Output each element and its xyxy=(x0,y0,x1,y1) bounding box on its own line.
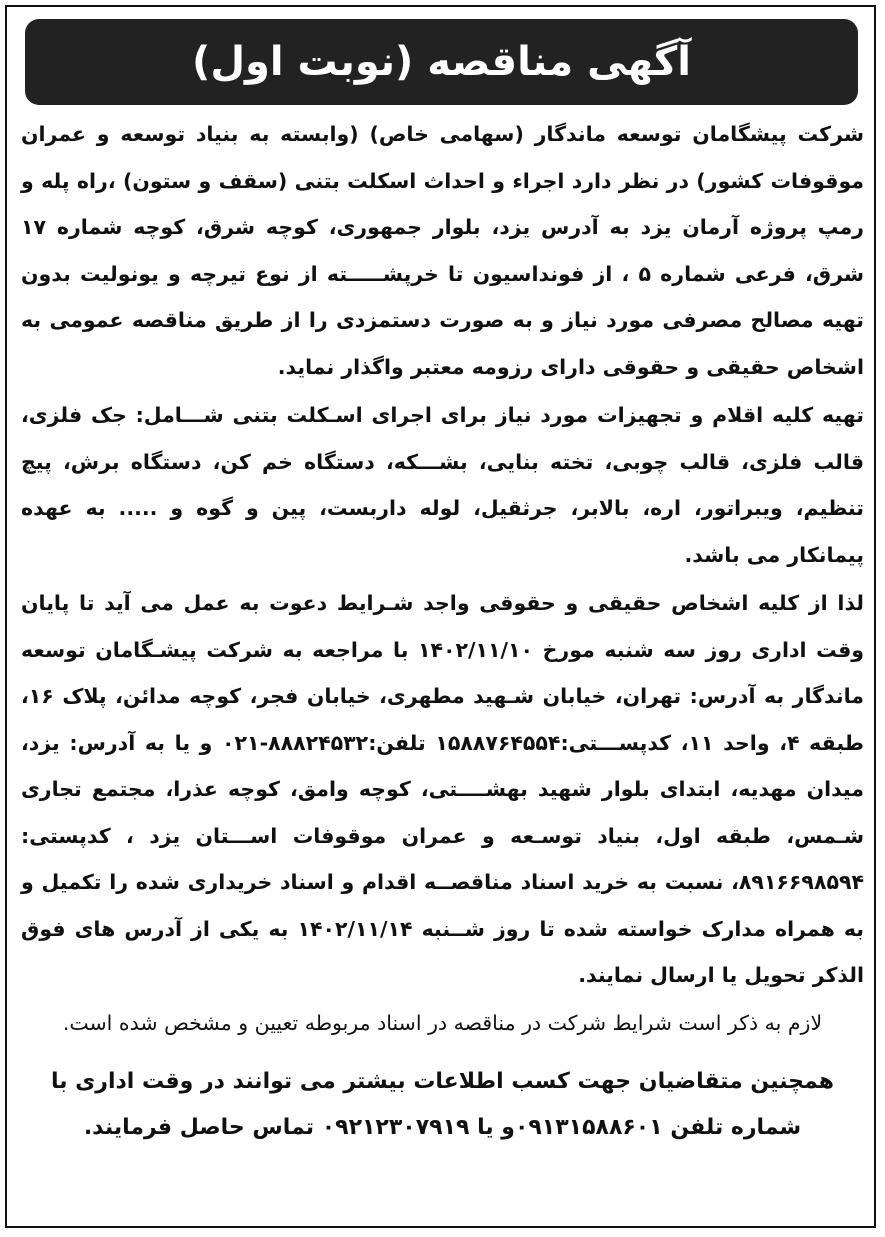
notice-body xyxy=(21,111,864,1151)
notice-frame xyxy=(5,5,876,1228)
notice-title: آگهی مناقصه (نوبت اول) xyxy=(192,39,691,85)
notice-header-banner xyxy=(25,19,858,105)
notice-paragraph-project: شرکت پیشگامان توسعه ماندگار (سهامی خاص) (وابسته به بنیاد توسعه و عمران موقوفات کشور) در نظر دارد اجراء و احداث اسکلت بتنی (سقف و ستون) ،راه پله و رمپ پروژه آرمان یزد به آدرس یزد، بلوار جمهوری، کوچه شرق، کوچه شماره ۱۷ شرق، فرعی شماره ۵ ، از فونداسیون تا خرپشـــــته از نوع تیرچه و یونولیت بدون تهیه مصالح مصرفی مورد نیاز و به صورت دستمزدی را از طریق مناقصه عمومی به اشخاص حقیقی و حقوقی دارای رزومه معتبر واگذار نماید. xyxy=(21,122,864,379)
notice-paragraph-invitation: لذا از کلیه اشخاص حقیقی و حقوقی واجد شـرایط دعوت به عمل می آید تا پایان وقت اداری روز سه شنبه مورخ ۱۴۰۲/۱۱/۱۰ با مراجعه به شرکت پیشـگامان توسعه ماندگار به آدرس: تهران، خیابان شـهید مطهری، خیابان فجر، کوچه مدائن، پلاک ۱۶، طبقه ۴، واحد ۱۱، کدپســـتی:۱۵۸۸۷۶۴۵۵۴ تلفن:۸۸۸۲۴۵۳۲-۰۲۱ و یا به آدرس: یزد، میدان مهدیه، ابتدای بلوار شهید بهشــــتی، کوچه وامق، کوچه عذرا، مجتمع تجاری شـمس، طبقه اول، بنیاد توسـعه و عمران موقوفات اســـتان یزد ، کدپستی: ۸۹۱۶۶۹۸۵۹۴، نسبت به خرید اسناد مناقصــه اقدام و اسناد خریداری شده را تکمیل و به همراه مدارک خواسته شده تا روز شــنبه ۱۴۰۲/۱۱/۱۴ به یکی از آدرس های فوق الذکر تحویل یا ارسال نمایند. xyxy=(21,591,864,987)
notice-paragraph-equipment: تهیه کلیه اقلام و تجهیزات مورد نیاز برای اجرای اسـکلت بتنی شـــامل: جک فلزی، قالب فلزی، قالب چوبی، تخته بنایی، بشـــکه، دستگاه خم کن، دستگاه برش، پیچ تنظیم، ویبراتور، اره، بالابر، جرثقیل، لوله داربست، پین و گوه و ..... به عهده پیمانکار می باشد. xyxy=(21,403,864,567)
notice-paragraph-conditions: لازم به ذکر است شرایط شرکت در مناقصه در اسناد مربوطه تعیین و مشخص شده است. xyxy=(62,1010,823,1035)
notice-paragraph-contact: همچنین متقاضیان جهت کسب اطلاعات بیشتر می توانند در وقت اداری با شماره تلفن ۰۹۱۳۱۵۸۸۶۰۱و یا ۰۹۲۱۲۳۰۷۹۱۹ تماس حاصل فرمایند. xyxy=(50,1068,835,1140)
